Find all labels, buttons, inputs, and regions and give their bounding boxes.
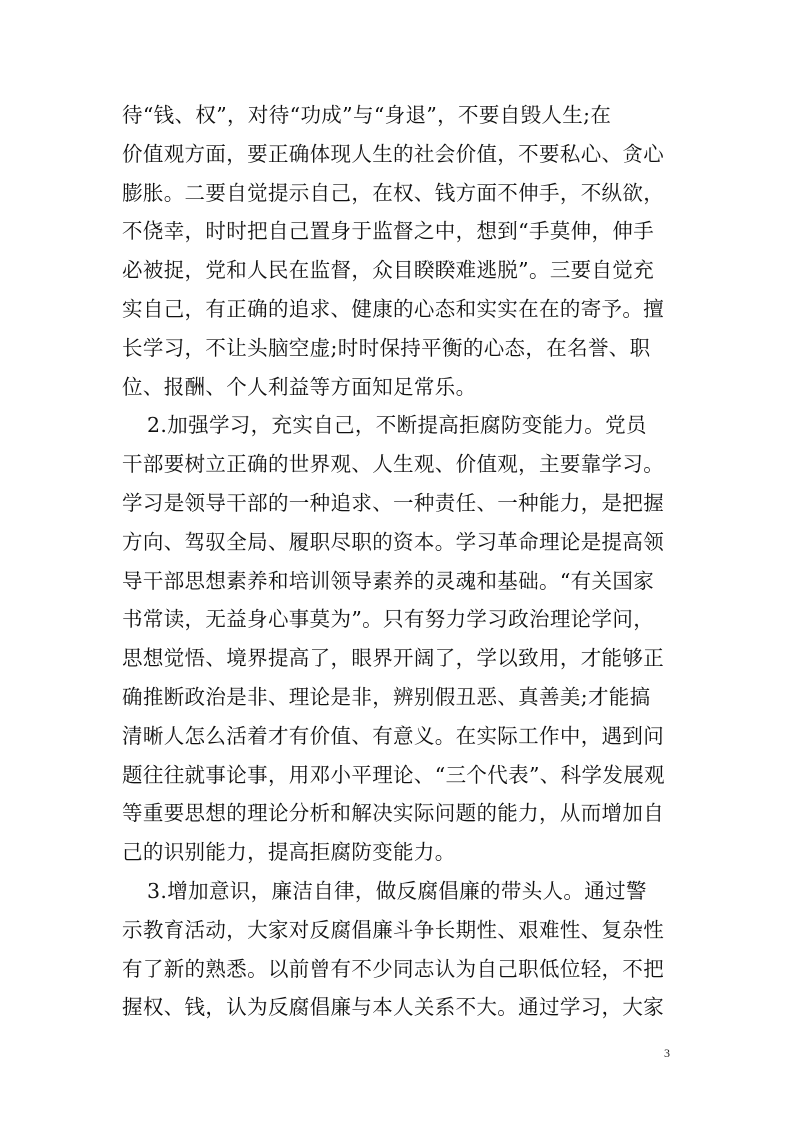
text-line-22: 示教育活动，大家对反腐倡廉斗争长期性、艰难性、复杂性 <box>122 917 665 942</box>
text-line-19: 等重要思想的理论分析和解决实际问题的能力，从而增加自 <box>122 801 665 826</box>
text-line-11: 学习是领导干部的一种追求、一种责任、一种能力，是把握 <box>122 490 665 515</box>
paragraph-2-heading-line: 2.加强学习，充实自己，不断提高拒腐防变能力。党员 <box>147 413 647 438</box>
text-line-13: 导干部思想素养和培训领导素养的灵魂和基础。“有关国家 <box>122 568 655 593</box>
text-line-24: 握权、钱，认为反腐倡廉与本人关系不大。通过学习，大家 <box>122 995 665 1020</box>
text-line-17: 清晰人怎么活着才有价值、有意义。在实际工作中，遇到问 <box>122 723 665 748</box>
text-line-14: 书常读，无益身心事莫为”。只有努力学习政治理论学问， <box>122 607 655 632</box>
paragraph-3-heading-line: 3.增加意识，廉洁自律，做反腐倡廉的带头人。通过警 <box>147 878 647 903</box>
text-line-2: 价值观方面，要正确体现人生的社会价值，不要私心、贪心 <box>122 141 665 166</box>
text-line-23: 有了新的熟悉。以前曾有不少同志认为自己职低位轻，不把 <box>122 956 665 981</box>
text-line-18: 题往往就事论事，用邓小平理论、“三个代表”、科学发展观 <box>122 762 665 787</box>
text-line-4: 不侥幸，时时把自己置身于监督之中，想到“手莫伸，伸手 <box>122 219 655 244</box>
text-line-10: 干部要树立正确的世界观、人生观、价值观，主要靠学习。 <box>122 452 665 477</box>
text-line-5: 必被捉，党和人民在监督，众目睽睽难逃脱”。三要自觉充 <box>122 258 655 283</box>
text-line-8: 位、报酬、个人利益等方面知足常乐。 <box>122 374 477 399</box>
text-line-16: 确推断政治是非、理论是非，辨别假丑恶、真善美;才能搞 <box>122 684 651 709</box>
text-line-12: 方向、驾驭全局、履职尽职的资本。学习革命理论是提高领 <box>122 529 665 554</box>
text-line-1: 待“钱、权”，对待“功成”与“身退”，不要自毁人生;在 <box>122 103 612 127</box>
text-line-6: 实自己，有正确的追求、健康的心态和实实在在的寄予。擅 <box>122 296 665 321</box>
text-line-20: 己的识别能力，提高拒腐防变能力。 <box>122 840 456 865</box>
document-body <box>122 96 682 1027</box>
text-line-7: 长学习，不让头脑空虚;时时保持平衡的心态，在名誉、职 <box>122 335 651 360</box>
text-line-15: 思想觉悟、境界提高了，眼界开阔了，学以致用，才能够正 <box>122 646 665 671</box>
text-line-3: 膨胀。二要自觉提示自己，在权、钱方面不伸手，不纵欲， <box>122 180 665 205</box>
page-number: 3 <box>664 1046 670 1060</box>
